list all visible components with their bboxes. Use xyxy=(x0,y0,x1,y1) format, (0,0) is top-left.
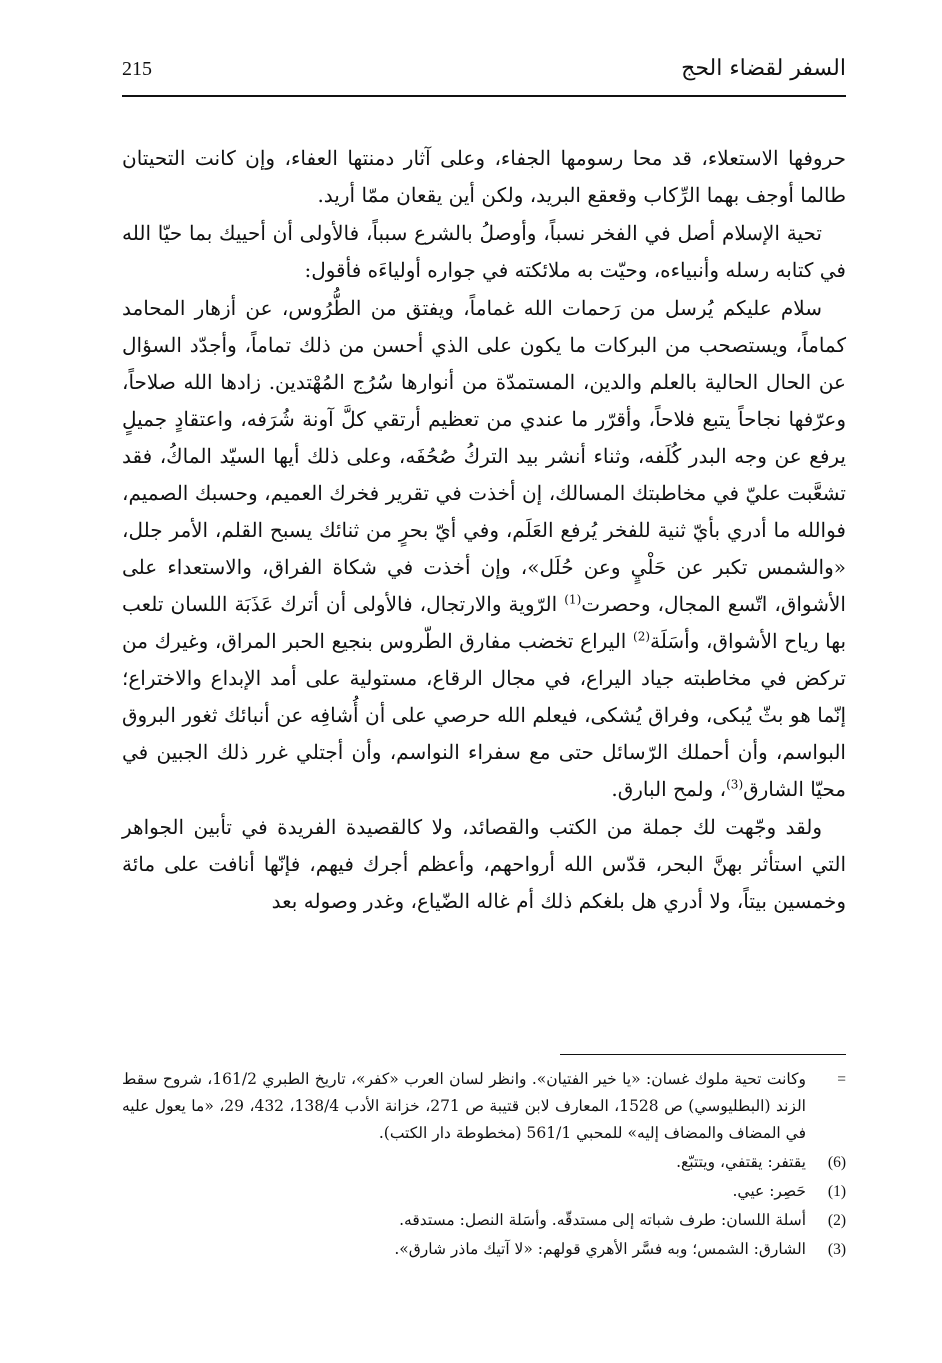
footnote-mark: (2) xyxy=(827,1212,846,1229)
footnote-text: الشارق: الشمس؛ وبه فسَّر الأهري قولهم: «لا آتيك ماذر شارق». xyxy=(394,1240,806,1258)
footnote xyxy=(122,1207,846,1234)
paragraph-4: ولقد وجّهت لك جملة من الكتب والقصائد، ولا كالقصيدة الفريدة في تأبين الجواهر التي استأثر بهنَّ البحر، قدّس الله أرواحهم، وأعظم أجرك فيهم، فإنّها أنافت على مائة وخمسين بيتاً، ولا أدري هل بلغكم ذلك أم غاله الضّياع، وغدر وصوله بعد xyxy=(122,815,846,913)
footnote-ref-1: (1) xyxy=(564,592,582,607)
footnote-text: وكانت تحية ملوك غسان: «يا خير الفتيان». وانظر لسان العرب «كفر»، تاريخ الطبري 161/2، شروح سقط الزند (البطليوسي) ص 1528، المعارف لابن قتيبة ص 271، خزانة الأدب 138/4، 432، 29، «ما يعول عليه في المضاف والمضاف إليه» للمحبي 561/1 (مخطوطة دار الكتب). xyxy=(122,1070,806,1142)
footnote-ref-2: (2) xyxy=(633,629,651,644)
footnote-mark: = xyxy=(837,1071,846,1088)
footnote-text: أسلة اللسان: طرف شباته إلى مستدقّه. وأسَلة النصل: مستدقه. xyxy=(399,1211,806,1229)
footnote-mark: (6) xyxy=(827,1154,846,1171)
main-text xyxy=(122,140,846,920)
footnote-mark: (1) xyxy=(827,1183,846,1200)
footnote xyxy=(122,1236,846,1263)
running-title: السفر لقضاء الحج xyxy=(681,56,846,81)
paragraph-3-part-b: الرّوية والارتجال، فالأولى أن أترك عَذَبَة اللسان تلعب بها رياح الأشواق، وأسَلَة xyxy=(122,592,847,653)
header-rule xyxy=(122,95,846,97)
paragraph-1: حروفها الاستعلاء، قد محا رسومها الجفاء، وعلى آثار دمنتها العفاء، وإن كانت التحيتان طالما أوجف بهما الرِّكاب وقعقع البريد، ولكن أين يقعان ممّا أريد. xyxy=(122,146,846,207)
footnote-rule xyxy=(560,1054,846,1055)
footnote xyxy=(122,1178,846,1205)
page-number: 215 xyxy=(122,58,152,80)
footnote-text: حَصِر: عيي. xyxy=(732,1182,806,1200)
paragraph-3-part-c: اليراع تخضب مفارق الطّروس بنجيع الحبر المراق، وغيرك من تركض في مخاطبته جياد اليراع، في مجال الرقاع، مستولية على أمد الإبداع والاختراع؛ إنّما هو بثّ يُبكى، وفراق يُشكى، فيعلم الله حرصي على أن أُشافِه عن أنبائك ثغور البروق البواسم، وأن أحملك الرّسائل حتى مع سفراء النواسم، وأن أجتلي غرر ذلك الجبين في محيّا الشارق xyxy=(122,629,846,801)
footnote-mark: (3) xyxy=(827,1241,846,1258)
footnotes xyxy=(122,1066,846,1263)
footnote xyxy=(122,1149,846,1176)
footnote-ref-3: (3) xyxy=(726,777,744,792)
paragraph-3-part-d: ، ولمح البارق. xyxy=(611,777,727,801)
footnote xyxy=(122,1066,846,1147)
footnote-text: يقتفر: يقتفي، ويتتبّع. xyxy=(676,1153,806,1171)
paragraph-3-part-a: سلام عليكم يُرسل من رَحمات الله غماماً، ويفتق من الطُّرُوس، عن أزهار المحامد كماماً، ويستصحب من البركات ما يكون على الذي أحسن من ذلك تماماً، وأجدّد السؤال عن الحال الحالية بالعلم والدين، المستمدّة من أنوارها سُرُج المُهْتدين. زادها الله صلاحاً، وعرّفها نجاحاً يتبع فلاحاً، وأقرّر ما عندي من تعظيم أرتقي كلَّ آونة شُرَفه، واعتقادٍ جميلٍ يرفع عن وجه البدر كُلَفه، وثناء أنشر بيد التركُ صُحُفَه، وعلى ذلك أيها السيّد الماكُ، فقد تشعَّبت عليّ في مخاطبتك المسالك، إن أخذت في تقرير فخرك العميم، وحسبك الصميم، فوالله ما أدري بأيّ ثنية للفخر يُرفع العَلَم، وفي أيّ بحرٍ من ثنائك يسبح القلم، الأمر جلل، «والشمس تكبر عن حَلْيٍ وعن حُلَل»، وإن أخذت في شكاة الفراق، والاستعداء على الأشواق، اتّسع المجال، وحصرت xyxy=(122,296,846,616)
paragraph-3 xyxy=(122,290,846,808)
paragraph-2: تحية الإسلام أصل في الفخر نسباً، وأوصلُ بالشرع سبباً، فالأولى أن أحييك بما حيّا الله في كتابه رسله وأنبياءه، وحيّت به ملائكته في جواره أولياءَه فأقول: xyxy=(122,221,846,282)
